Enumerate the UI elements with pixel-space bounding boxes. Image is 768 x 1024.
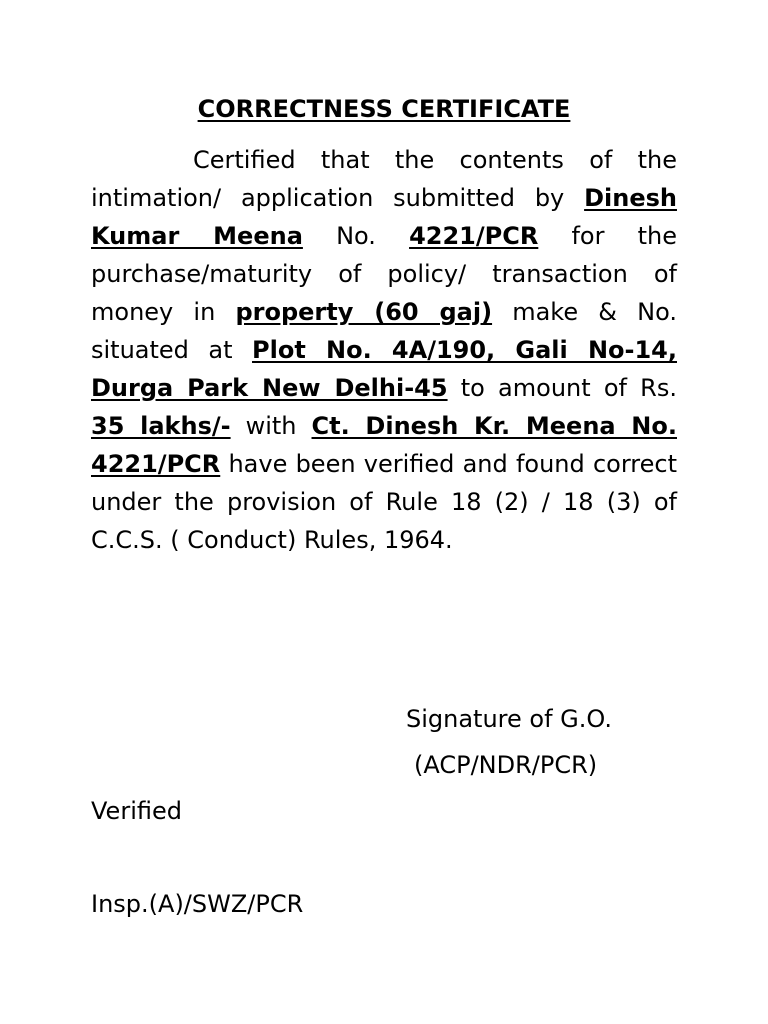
body-text-purpose: for the purchase/maturity of policy/ transaction of money in [91,222,678,326]
body-text-situated: make & No. situated at [91,298,677,364]
verified-label: Verified [91,797,182,825]
certificate-body [91,141,677,559]
body-text-no: No. [336,222,376,250]
signature-label: Signature of G.O. [406,705,612,733]
body-text-conclusion: have been verified and found correct under the provision of Rule 18 (2) / 18 (3) of C.C.S. ( Conduct) Rules, 1964. [91,450,677,554]
body-text-intro: Certified that the contents of the intimation/ application submitted by [91,146,677,212]
transaction-amount: 35 lakhs/- [91,412,231,440]
document-title: CORRECTNESS CERTIFICATE [197,95,571,123]
property-address: Plot No. 4A/190, Gali No-14, Durga Park New Delhi-45 [91,336,677,402]
counterparty: Ct. Dinesh Kr. Meena No. 4221/PCR [91,412,677,478]
applicant-name: Dinesh Kumar Meena [91,184,677,250]
verified-designation: Insp.(A)/SWZ/PCR [91,890,304,918]
body-text-with: with [245,412,297,440]
property-description: property (60 gaj) [235,298,493,326]
applicant-number: 4221/PCR [409,222,539,250]
signature-designation: (ACP/NDR/PCR) [414,751,598,779]
body-text-amount: to amount of Rs. [460,374,677,402]
